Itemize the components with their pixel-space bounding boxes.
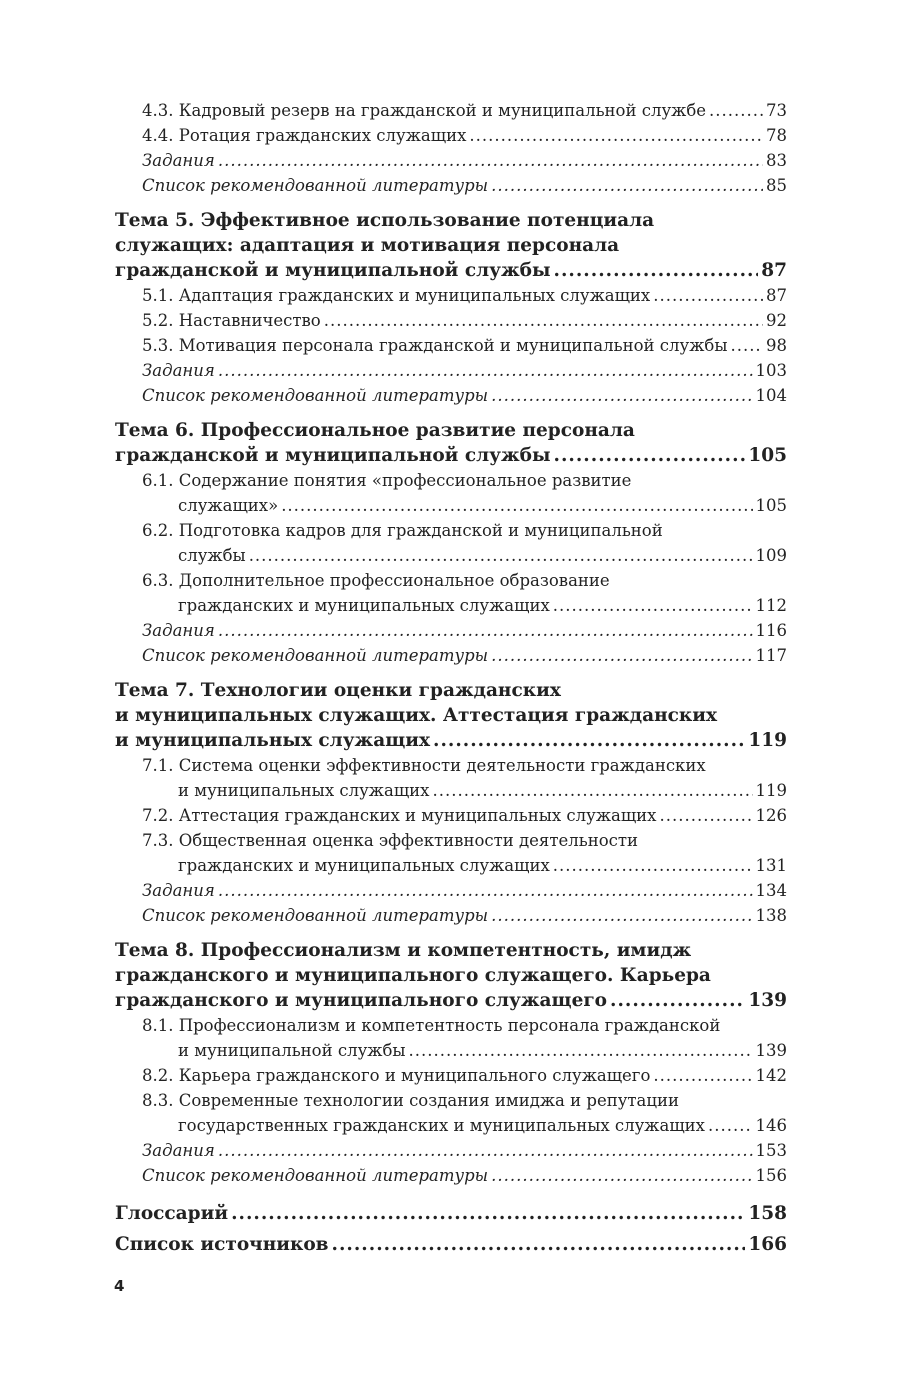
toc-entry-page: 131: [755, 856, 787, 875]
toc-entry-6-2[interactable]: [115, 543, 787, 568]
toc-entry-6-3-first-line: 6.3. Дополнительное профессиональное образование: [142, 571, 610, 590]
toc-entry-literature[interactable]: [115, 643, 787, 668]
toc-entry-page: 109: [755, 546, 787, 565]
toc-chapter-6: [115, 418, 787, 668]
toc-entry-page: 78: [766, 126, 787, 145]
toc-entry-4-4[interactable]: [115, 123, 787, 148]
toc-entry-6-2-first-line: 6.2. Подготовка кадров для гражданской и муниципальной: [142, 521, 663, 540]
toc-entry-page: 138: [755, 906, 787, 925]
toc-entry-glossary[interactable]: [115, 1198, 787, 1229]
toc-section-4-tail: [115, 98, 787, 198]
toc-entry-page: 142: [755, 1066, 787, 1085]
toc-entry-page: 134: [755, 881, 787, 900]
leader-dots: [653, 1063, 752, 1088]
toc-entry-page: 156: [755, 1166, 787, 1185]
leader-dots: [660, 803, 753, 828]
toc-entry-tasks[interactable]: [115, 878, 787, 903]
page-number: 4: [114, 1277, 125, 1295]
leader-dots: [218, 878, 753, 903]
toc-entry-title: 4.3. Кадровый резерв на гражданской и муниципальной службе: [142, 101, 707, 120]
toc-entry-title: Глоссарий: [115, 1203, 229, 1224]
toc-entry-7-1-first-line: 7.1. Система оценки эффективности деятельности гражданских: [142, 756, 706, 775]
toc-entry-title: 8.2. Карьера гражданского и муниципального служащего: [142, 1066, 651, 1085]
toc-entry-page: 87: [766, 286, 787, 305]
chapter-title-line: Тема 8. Профессионализм и компетентность, имидж: [115, 940, 692, 961]
toc-entry-title: 7.2. Аттестация гражданских и муниципальных служащих: [142, 806, 657, 825]
toc-entry-tasks[interactable]: [115, 358, 787, 383]
toc-entry-literature[interactable]: [115, 903, 787, 928]
chapter-heading-6[interactable]: [115, 443, 787, 468]
leader-dots: [491, 643, 752, 668]
chapter-page: 105: [748, 445, 787, 466]
toc-entry-7-3-first-line: 7.3. Общественная оценка эффективности деятельности: [142, 831, 638, 850]
toc-entry-page: 166: [748, 1234, 787, 1255]
toc-entry-7-1[interactable]: [115, 778, 787, 803]
chapter-title-line: гражданского и муниципального служащего. Карьера: [115, 965, 711, 986]
toc-entry-sources[interactable]: [115, 1229, 787, 1260]
toc-entry-8-3-first-line: 8.3. Современные технологии создания имиджа и репутации: [142, 1091, 679, 1110]
toc-entry-title: 5.2. Наставничество: [142, 311, 321, 330]
toc-entry-5-2[interactable]: [115, 308, 787, 333]
toc-entry-title: Список рекомендованной литературы: [142, 646, 489, 665]
chapter-heading-8[interactable]: [115, 988, 787, 1013]
toc-entry-literature[interactable]: [115, 1163, 787, 1188]
toc-entry-4-3[interactable]: [115, 98, 787, 123]
leader-dots: [218, 618, 753, 643]
leader-dots: [491, 173, 763, 198]
leader-dots: [231, 1198, 745, 1229]
leader-dots: [491, 903, 752, 928]
toc-entry-page: 103: [755, 361, 787, 380]
leader-dots: [469, 123, 763, 148]
toc-entry-page: 119: [755, 781, 787, 800]
toc-entry-8-3[interactable]: [115, 1113, 787, 1138]
leader-dots: [281, 493, 752, 518]
toc-entry-page: 83: [766, 151, 787, 170]
toc-chapter-5: [115, 208, 787, 408]
toc-entry-title: гражданских и муниципальных служащих: [178, 596, 550, 615]
leader-dots: [553, 593, 753, 618]
leader-dots: [653, 283, 763, 308]
toc-entry-title: Задания: [142, 881, 215, 900]
toc-entry-page: 117: [755, 646, 787, 665]
toc-entry-page: 85: [766, 176, 787, 195]
toc-entry-title: Список рекомендованной литературы: [142, 906, 489, 925]
chapter-title-line: служащих: адаптация и мотивация персонала: [115, 235, 620, 256]
toc-entry-8-1[interactable]: [115, 1038, 787, 1063]
leader-dots: [218, 358, 753, 383]
toc-entry-title: 5.3. Мотивация персонала гражданской и муниципальной службы: [142, 336, 728, 355]
leader-dots: [433, 728, 745, 753]
leader-dots: [409, 1038, 753, 1063]
toc-entry-title: Задания: [142, 621, 215, 640]
leader-dots: [553, 853, 753, 878]
chapter-title-last-line: и муниципальных служащих: [115, 730, 430, 751]
toc-entry-6-1[interactable]: [115, 493, 787, 518]
toc-entry-literature[interactable]: [115, 173, 787, 198]
toc-entry-6-1-first-line: 6.1. Содержание понятия «профессиональное развитие: [142, 471, 632, 490]
table-of-contents: [115, 98, 787, 1260]
toc-entry-5-3[interactable]: [115, 333, 787, 358]
leader-dots: [332, 1229, 746, 1260]
toc-chapter-7: [115, 678, 787, 928]
chapter-title-last-line: гражданского и муниципального служащего: [115, 990, 608, 1011]
toc-entry-tasks[interactable]: [115, 618, 787, 643]
toc-entry-title: Список рекомендованной литературы: [142, 386, 489, 405]
chapter-title-line: Тема 5. Эффективное использование потенциала: [115, 210, 655, 231]
toc-entry-page: 116: [755, 621, 787, 640]
leader-dots: [708, 1113, 753, 1138]
toc-entry-page: 139: [755, 1041, 787, 1060]
leader-dots: [491, 1163, 752, 1188]
toc-entry-page: 73: [766, 101, 787, 120]
leader-dots: [730, 333, 763, 358]
toc-entry-title: служащих»: [178, 496, 279, 515]
toc-entry-8-1-first-line: 8.1. Профессионализм и компетентность персонала гражданской: [142, 1016, 721, 1035]
toc-entry-tasks[interactable]: [115, 148, 787, 173]
leader-dots: [554, 258, 759, 283]
toc-entry-page: 105: [755, 496, 787, 515]
toc-entry-title: государственных гражданских и муниципальных служащих: [178, 1116, 705, 1135]
toc-entry-7-3[interactable]: [115, 853, 787, 878]
toc-back-matter: [115, 1198, 787, 1260]
toc-entry-page: 104: [755, 386, 787, 405]
toc-entry-title: Список рекомендованной литературы: [142, 176, 489, 195]
toc-chapter-8: [115, 938, 787, 1188]
toc-entry-page: 126: [755, 806, 787, 825]
toc-entry-page: 153: [755, 1141, 787, 1160]
toc-entry-page: 98: [766, 336, 787, 355]
chapter-title-line: Тема 7. Технологии оценки гражданских: [115, 680, 561, 701]
chapter-title-line: Тема 6. Профессиональное развитие персонала: [115, 420, 635, 441]
chapter-heading-7[interactable]: [115, 728, 787, 753]
chapter-page: 139: [748, 990, 787, 1011]
leader-dots: [554, 443, 746, 468]
leader-dots: [610, 988, 745, 1013]
chapter-page: 87: [761, 260, 787, 281]
toc-entry-title: гражданских и муниципальных служащих: [178, 856, 550, 875]
toc-entry-6-3[interactable]: [115, 593, 787, 618]
chapter-page: 119: [748, 730, 787, 751]
toc-entry-page: 112: [755, 596, 787, 615]
leader-dots: [709, 98, 763, 123]
leader-dots: [432, 778, 752, 803]
toc-entry-title: Задания: [142, 151, 215, 170]
leader-dots: [324, 308, 763, 333]
toc-entry-title: и муниципальных служащих: [178, 781, 430, 800]
chapter-title-line: и муниципальных служащих. Аттестация гражданских: [115, 705, 718, 726]
leader-dots: [218, 148, 763, 173]
chapter-heading-5[interactable]: [115, 258, 787, 283]
toc-entry-7-2[interactable]: [115, 803, 787, 828]
toc-entry-literature[interactable]: [115, 383, 787, 408]
toc-entry-5-1[interactable]: [115, 283, 787, 308]
toc-entry-page: 92: [766, 311, 787, 330]
toc-entry-title: и муниципальной службы: [178, 1041, 406, 1060]
toc-entry-title: службы: [178, 546, 246, 565]
leader-dots: [249, 543, 753, 568]
toc-entry-tasks[interactable]: [115, 1138, 787, 1163]
chapter-title-last-line: гражданской и муниципальной службы: [115, 445, 551, 466]
toc-entry-page: 158: [748, 1203, 787, 1224]
toc-entry-8-2[interactable]: [115, 1063, 787, 1088]
chapter-title-last-line: гражданской и муниципальной службы: [115, 260, 551, 281]
leader-dots: [491, 383, 752, 408]
toc-entry-page: 146: [755, 1116, 787, 1135]
toc-entry-title: 5.1. Адаптация гражданских и муниципальных служащих: [142, 286, 651, 305]
toc-entry-title: Задания: [142, 1141, 215, 1160]
toc-entry-title: Список рекомендованной литературы: [142, 1166, 489, 1185]
toc-entry-title: Задания: [142, 361, 215, 380]
leader-dots: [218, 1138, 753, 1163]
toc-entry-title: Список источников: [115, 1234, 329, 1255]
toc-entry-title: 4.4. Ротация гражданских служащих: [142, 126, 467, 145]
